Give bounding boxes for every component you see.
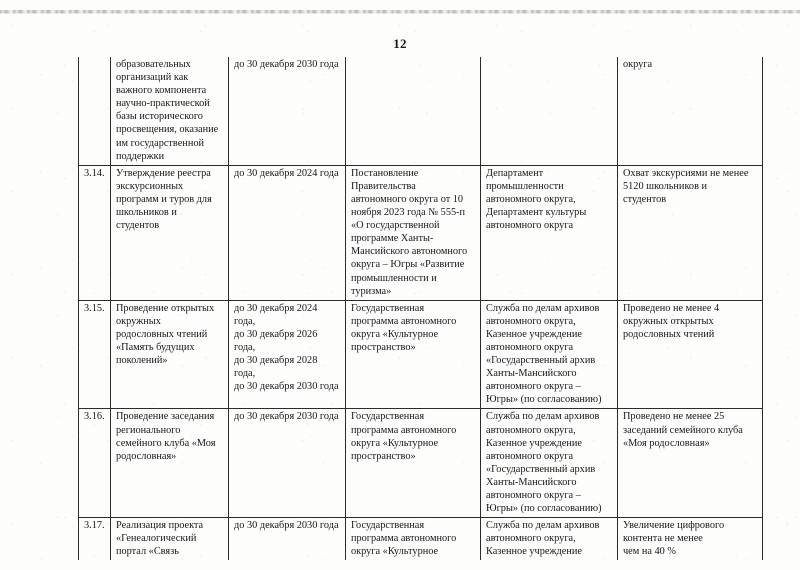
table-cell-term — [229, 518, 346, 561]
cell-line: Ханты-Мансийского — [486, 476, 577, 488]
table-row — [79, 300, 763, 409]
cell-line: Проведение открытых — [116, 302, 215, 314]
cell-line: до 30 декабря 2024 года — [234, 167, 339, 179]
cell-line: окружных открытых — [623, 315, 714, 327]
table-cell-event — [111, 300, 229, 409]
cell-line: контента не менее — [623, 533, 703, 545]
table-cell-term — [229, 409, 346, 518]
cell-line: программ и туров для — [116, 193, 212, 205]
cell-line: округа – Югры «Развитие — [351, 259, 465, 271]
cell-line: семейного клуба «Моя — [116, 437, 216, 449]
cell-line: экскурсионных — [116, 180, 184, 192]
cell-line: поддержки — [116, 150, 165, 162]
cell-line: Государственная — [351, 302, 425, 314]
cell-line: промышленности — [486, 180, 564, 192]
cell-line: программе Ханты- — [351, 233, 434, 245]
cell-line: автономного округа, — [486, 424, 576, 436]
table-cell-term — [229, 165, 346, 300]
cell-line: Югры» (по согласованию) — [486, 503, 602, 515]
cell-line: «Моя родословная» — [623, 437, 710, 449]
cell-line: округа «Культурное — [351, 328, 439, 340]
cell-line: до 30 декабря 2024 года, — [234, 302, 320, 327]
cell-line: Мансийского автономного — [351, 246, 468, 258]
table-cell-num — [79, 300, 111, 409]
cell-line: студентов — [116, 220, 160, 232]
table-cell-event — [111, 57, 229, 165]
measures-table — [78, 57, 763, 560]
cell-line: автономного округа – — [486, 381, 581, 393]
cell-line: Югры» (по согласованию) — [486, 394, 602, 406]
cell-line: Увеличение цифрового — [623, 520, 725, 532]
cell-line: 3.16. — [84, 411, 105, 423]
cell-line: автономного округа — [486, 450, 574, 462]
cell-line: Казенное учреждение — [486, 546, 582, 558]
cell-line: регионального — [116, 424, 181, 436]
cell-line: портал «Связь — [116, 546, 179, 558]
cell-line: Департамент культуры — [486, 207, 587, 219]
cell-line: Казенное учреждение — [486, 437, 582, 449]
table-cell-basis — [346, 165, 481, 300]
cell-line: округа «Культурное — [351, 437, 439, 449]
measures-table-body — [79, 57, 763, 560]
cell-line: Утверждение реестра — [116, 167, 211, 179]
table-cell-result — [618, 300, 763, 409]
cell-line: автономного округа — [486, 220, 574, 232]
table-cell-result — [618, 57, 763, 165]
cell-line: просвещения, оказание — [116, 124, 219, 136]
cell-line: важного компонента — [116, 85, 207, 97]
table-cell-executor — [481, 409, 618, 518]
cell-line: 5120 школьников и — [623, 180, 708, 192]
table-cell-num — [79, 165, 111, 300]
cell-line: окружных — [116, 315, 161, 327]
table-cell-num — [79, 518, 111, 561]
cell-line: до 30 декабря 2030 года — [234, 520, 339, 532]
table-cell-executor — [481, 57, 618, 165]
cell-line: до 30 декабря 2030 года — [234, 59, 339, 70]
cell-line: поколений» — [116, 355, 168, 367]
cell-line: «О государственной — [351, 220, 440, 232]
cell-line: родословных чтений — [116, 328, 208, 340]
table-cell-basis — [346, 409, 481, 518]
table-cell-term — [229, 300, 346, 409]
table-cell-result — [618, 165, 763, 300]
cell-line: студентов — [623, 193, 667, 205]
cell-line: «Генеалогический — [116, 533, 197, 545]
cell-line: Государственная — [351, 411, 425, 423]
cell-line: пространство» — [351, 341, 416, 353]
cell-line: программа автономного — [351, 533, 457, 545]
cell-line: 3.15. — [84, 302, 105, 314]
cell-line: «Память будущих — [116, 341, 195, 353]
cell-line: им государственной — [116, 137, 204, 149]
cell-line: автономного округа, — [486, 315, 576, 327]
table-cell-result — [618, 409, 763, 518]
table-cell-basis — [346, 300, 481, 409]
table-cell-num — [79, 57, 111, 165]
cell-line: школьников и — [116, 207, 177, 219]
cell-line: базы исторического — [116, 111, 203, 123]
cell-line: автономного округа — [486, 341, 574, 353]
table-cell-basis — [346, 518, 481, 561]
table-row — [79, 57, 763, 165]
cell-line: Служба по делам архивов — [486, 411, 600, 423]
cell-line: «Государственный архив — [486, 463, 596, 475]
cell-line: пространство» — [351, 450, 416, 462]
cell-line: организаций как — [116, 72, 189, 84]
cell-line: автономного округа, — [486, 533, 576, 545]
cell-line: 3.17. — [84, 520, 105, 532]
cell-line: автономного округа от 10 — [351, 193, 464, 205]
table-cell-event — [111, 409, 229, 518]
table-cell-event — [111, 518, 229, 561]
table-cell-executor — [481, 300, 618, 409]
cell-line: автономного округа – — [486, 490, 581, 501]
cell-line: Департамент — [486, 167, 544, 179]
cell-line: округа «Культурное — [351, 546, 439, 558]
cell-line: Проведено не менее 25 — [623, 411, 725, 423]
table-cell-executor — [481, 518, 618, 561]
cell-line: до 30 декабря 2030 года — [234, 411, 339, 423]
cell-line: программа автономного — [351, 315, 457, 327]
cell-line: 3.14. — [84, 167, 105, 179]
scan-artifact-streak-secondary — [0, 13, 800, 14]
table-cell-event — [111, 165, 229, 300]
cell-line: заседаний семейного клуба — [623, 424, 743, 436]
table-cell-executor — [481, 165, 618, 300]
cell-line: Служба по делам архивов — [486, 520, 600, 532]
cell-line: чем на 40 % — [623, 546, 676, 558]
cell-line: Служба по делам архивов — [486, 302, 600, 314]
cell-line: Реализация проекта — [116, 520, 204, 532]
cell-line: программа автономного — [351, 424, 457, 436]
cell-line: родословная» — [116, 450, 177, 462]
cell-line: автономного округа, — [486, 193, 576, 205]
cell-line: родословных чтений — [623, 328, 715, 340]
table-cell-num — [79, 409, 111, 518]
cell-line: промышленности и — [351, 272, 437, 284]
table-row — [79, 518, 763, 561]
cell-line: туризма» — [351, 285, 392, 297]
cell-line: Правительства — [351, 180, 416, 192]
cell-line: ноября 2023 года № 555-п — [351, 207, 466, 219]
cell-line: Государственная — [351, 520, 425, 532]
cell-line: научно-практической — [116, 98, 210, 110]
cell-line: до 30 декабря 2030 года — [234, 381, 339, 393]
cell-line: Проведено не менее 4 — [623, 302, 720, 314]
table-cell-term — [229, 57, 346, 165]
cell-line: Ханты-Мансийского — [486, 368, 577, 380]
cell-line: Охват экскурсиями не менее — [623, 167, 749, 179]
cell-line: Постановление — [351, 167, 419, 179]
page-number: 12 — [393, 36, 407, 51]
table-cell-basis — [346, 57, 481, 165]
table-cell-result — [618, 518, 763, 561]
table-row — [79, 165, 763, 300]
cell-line: до 30 декабря 2028 года, — [234, 355, 320, 380]
cell-line: образовательных — [116, 59, 191, 70]
table-row — [79, 409, 763, 518]
cell-line: до 30 декабря 2026 года, — [234, 328, 320, 353]
cell-line: Казенное учреждение — [486, 328, 582, 340]
cell-line: Проведение заседания — [116, 411, 215, 423]
cell-line: округа — [623, 59, 653, 70]
cell-line: «Государственный архив — [486, 355, 596, 367]
